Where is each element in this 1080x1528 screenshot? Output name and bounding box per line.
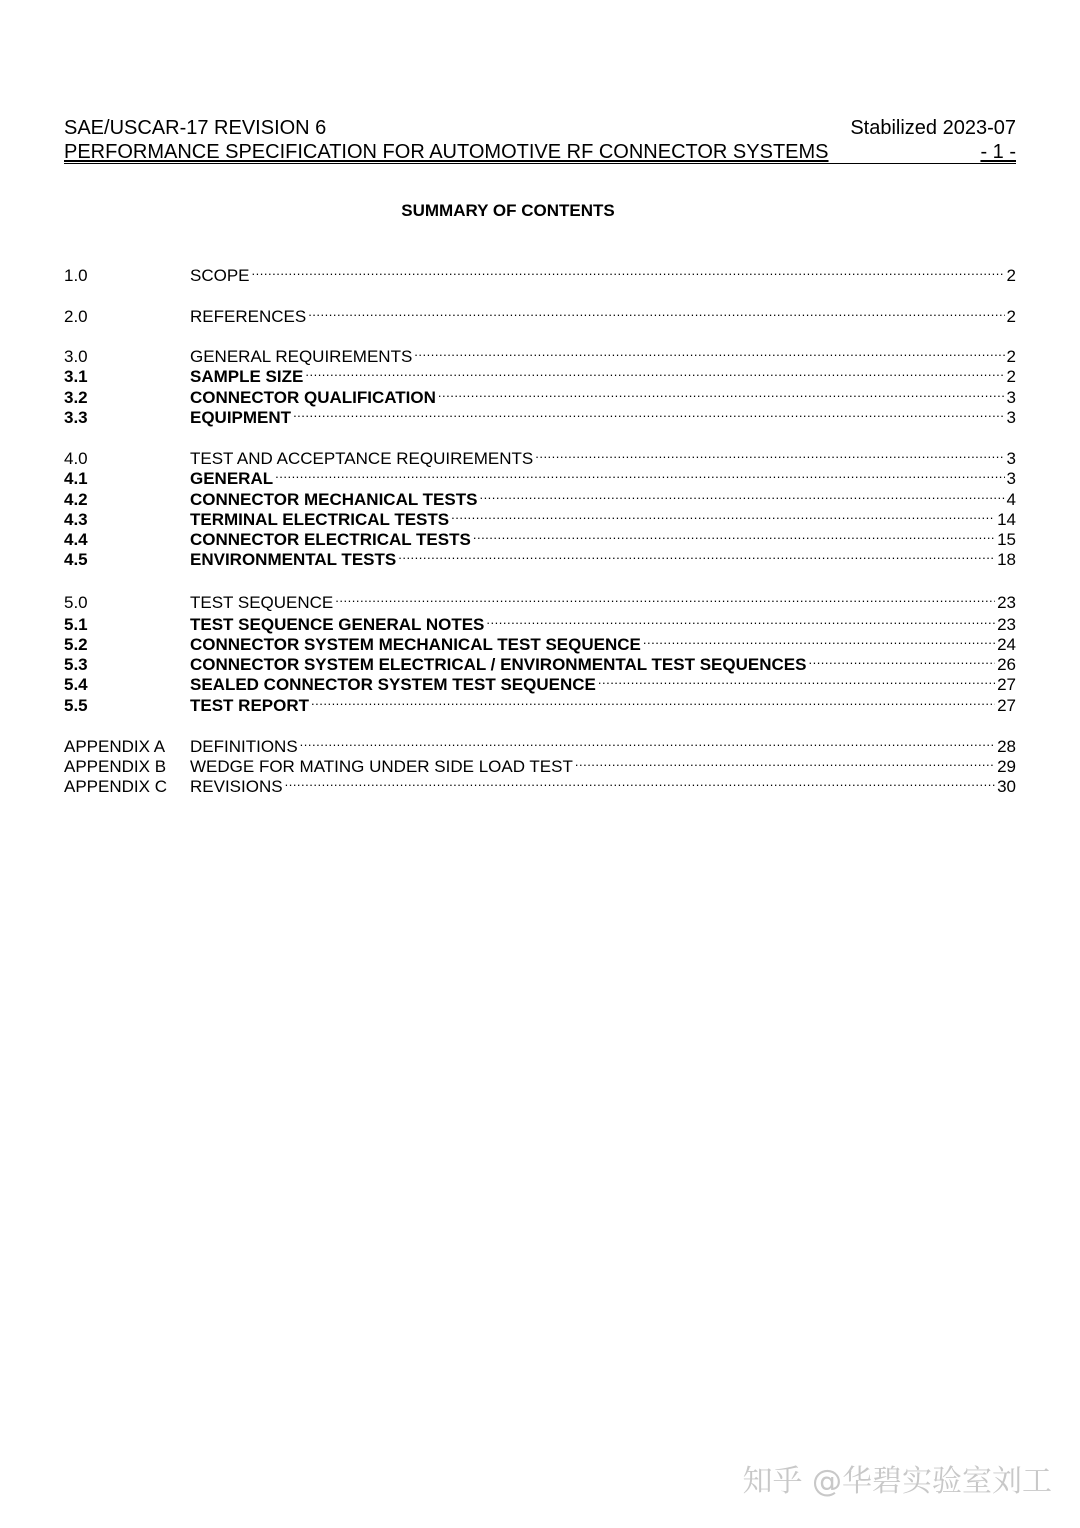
toc-entry-number: 4.2	[64, 490, 88, 509]
toc-entry-page: 2	[1006, 367, 1016, 386]
toc-leader-dots	[398, 545, 995, 565]
toc-entry[interactable]	[64, 362, 1016, 386]
toc-entry-number: APPENDIX A	[64, 737, 166, 756]
header-line-1	[64, 116, 1016, 140]
toc-entry[interactable]	[64, 691, 1016, 715]
toc-entry-number: 3.0	[64, 347, 88, 366]
toc-entry-page: 23	[997, 593, 1016, 612]
toc-leader-dots	[535, 444, 1004, 464]
toc-leader-dots	[479, 485, 1004, 505]
watermark-text: 知乎 @华碧实验室刘工	[742, 1464, 1052, 1499]
doc-title: PERFORMANCE SPECIFICATION FOR AUTOMOTIVE RF CONNECTOR SYSTEMS	[64, 141, 829, 163]
toc-leader-dots	[473, 525, 995, 545]
toc-entry[interactable]	[64, 403, 1016, 427]
toc-entry-number: 3.2	[64, 388, 88, 407]
toc-entry[interactable]	[64, 670, 1016, 694]
toc-leader-dots	[293, 403, 1004, 423]
toc-entry[interactable]	[64, 383, 1016, 407]
toc-entry-page: 2	[1006, 266, 1016, 285]
toc-leader-dots	[438, 383, 1005, 403]
toc-entry[interactable]	[64, 464, 1016, 488]
toc-entry[interactable]	[64, 588, 1016, 612]
toc-entry-page: 3	[1006, 469, 1016, 488]
toc-entry-page: 24	[997, 635, 1016, 654]
toc-entry-page: 2	[1006, 347, 1016, 366]
toc-entry-number: 5.5	[64, 696, 88, 715]
toc-entry-title: CONNECTOR SYSTEM ELECTRICAL / ENVIRONMENTAL TEST SEQUENCES	[190, 655, 807, 674]
toc-entry-number: 4.4	[64, 530, 88, 549]
toc-heading: SUMMARY OF CONTENTS	[401, 201, 615, 220]
toc-entry-title: EQUIPMENT	[190, 408, 292, 427]
toc-entry-title: CONNECTOR MECHANICAL TESTS	[190, 490, 478, 509]
toc-entry-page: 26	[997, 655, 1016, 674]
doc-status: Stabilized 2023-07	[850, 117, 1016, 139]
toc-entry-title: GENERAL REQUIREMENTS	[190, 347, 413, 366]
page-number: - 1 -	[980, 141, 1016, 163]
toc-entry-title: TEST SEQUENCE	[190, 593, 334, 612]
toc-entry-number: 2.0	[64, 307, 88, 326]
toc-entry-number: 5.0	[64, 593, 88, 612]
toc-entry-number: APPENDIX C	[64, 777, 167, 796]
toc-entry-title: TEST SEQUENCE GENERAL NOTES	[190, 615, 485, 634]
toc-entry-page: 30	[997, 777, 1016, 796]
toc-entry-title: WEDGE FOR MATING UNDER SIDE LOAD TEST	[190, 757, 573, 776]
toc-entry-title: GENERAL	[190, 469, 274, 488]
toc-entry[interactable]	[64, 650, 1016, 674]
toc-entry[interactable]	[64, 302, 1016, 326]
toc-leader-dots	[305, 362, 1004, 382]
toc-entry-page: 27	[997, 675, 1016, 694]
toc-entry-number: 3.3	[64, 408, 88, 427]
toc-entry-title: REVISIONS	[190, 777, 283, 796]
toc-entry-page: 18	[997, 550, 1016, 569]
toc-entry-title: TEST REPORT	[190, 696, 310, 715]
toc-entry[interactable]	[64, 630, 1016, 654]
toc-leader-dots	[451, 505, 995, 525]
toc-entry-number: 4.1	[64, 469, 88, 488]
toc-entry-number: 3.1	[64, 367, 88, 386]
toc-entry-page: 3	[1006, 449, 1016, 468]
toc-entry-title: DEFINITIONS	[190, 737, 298, 756]
header-underline	[64, 163, 1016, 164]
toc-entry[interactable]	[64, 610, 1016, 634]
toc-entry-page: 28	[997, 737, 1016, 756]
toc-leader-dots	[598, 670, 995, 690]
toc-entry[interactable]	[64, 342, 1016, 366]
toc-entry-number: APPENDIX B	[64, 757, 167, 776]
toc-entry-title: REFERENCES	[190, 307, 307, 326]
toc-entry-page: 4	[1006, 490, 1016, 509]
toc-leader-dots	[311, 691, 995, 711]
toc-entry-number: 5.4	[64, 675, 88, 694]
toc-entry-number: 4.0	[64, 449, 88, 468]
header-line-2	[64, 140, 1016, 164]
toc-entry[interactable]	[64, 545, 1016, 569]
toc-leader-dots	[308, 302, 1004, 322]
toc-entry[interactable]	[64, 485, 1016, 509]
toc-entry-title: SEALED CONNECTOR SYSTEM TEST SEQUENCE	[190, 675, 596, 694]
toc-leader-dots	[414, 342, 1004, 362]
toc-entry-title: ENVIRONMENTAL TESTS	[190, 550, 397, 569]
toc-entry-number: 5.3	[64, 655, 88, 674]
toc-entry-title: TERMINAL ELECTRICAL TESTS	[190, 510, 450, 529]
toc-entry-page: 23	[997, 615, 1016, 634]
toc-entry-title: TEST AND ACCEPTANCE REQUIREMENTS	[190, 449, 534, 468]
toc-entry-page: 2	[1006, 307, 1016, 326]
toc-entry-title: CONNECTOR QUALIFICATION	[190, 388, 436, 407]
toc-entry-title: SCOPE	[190, 266, 250, 285]
toc-entry-number: 5.1	[64, 615, 88, 634]
toc-leader-dots	[643, 630, 995, 650]
toc-entry-page: 14	[997, 510, 1016, 529]
toc-entry-number: 5.2	[64, 635, 88, 654]
toc-leader-dots	[285, 772, 995, 792]
toc-entry[interactable]	[64, 732, 1016, 756]
toc-entry-page: 29	[997, 757, 1016, 776]
toc-entry[interactable]	[64, 505, 1016, 529]
toc-leader-dots	[486, 610, 995, 630]
toc-leader-dots	[808, 650, 995, 670]
toc-entry-page: 27	[997, 696, 1016, 715]
toc-leader-dots	[335, 588, 995, 608]
toc-entry-number: 4.5	[64, 550, 88, 569]
toc-entry-page: 3	[1006, 408, 1016, 427]
toc-entry-title: CONNECTOR SYSTEM MECHANICAL TEST SEQUENCE	[190, 635, 641, 654]
toc-leader-dots	[275, 464, 1004, 484]
toc-entry[interactable]	[64, 525, 1016, 549]
toc-entry-number: 4.3	[64, 510, 88, 529]
toc-entry[interactable]	[64, 772, 1016, 796]
toc-entry-title: SAMPLE SIZE	[190, 367, 304, 386]
toc-leader-dots	[300, 732, 995, 752]
toc-leader-dots	[252, 261, 1005, 281]
toc-entry[interactable]	[64, 261, 1016, 285]
doc-id: SAE/USCAR-17 REVISION 6	[64, 117, 327, 139]
toc-entry[interactable]	[64, 752, 1016, 776]
toc-entry-number: 1.0	[64, 266, 88, 285]
toc-entry-page: 15	[997, 530, 1016, 549]
toc-leader-dots	[575, 752, 995, 772]
toc-entry[interactable]	[64, 444, 1016, 468]
toc-entry-title: CONNECTOR ELECTRICAL TESTS	[190, 530, 471, 549]
toc-entry-page: 3	[1006, 388, 1016, 407]
